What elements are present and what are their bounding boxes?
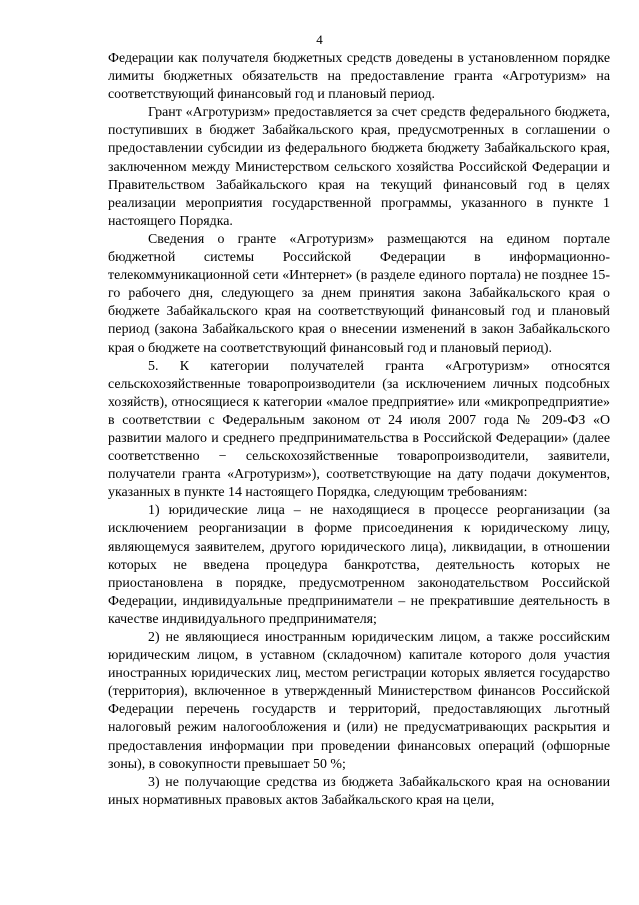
paragraph-grant-information-publication: Сведения о гранте «Агротуризм» размещаются на едином портале бюджетной системы Российской Федерации в информационно-телекоммуникационной сети «Интернет» (в разделе единого портала) не позднее 15-го рабочего дня, следующего за днем принятия закона Забайкальского края о бюджете Забайкальского края на соответствующий финансовый год и плановый период (закона Забайкальского края о внесении изменений в закон Забайкальского края о бюджете на соответствующий финансовый год и плановый период). <box>108 231 610 356</box>
paragraph-continuation: Федерации как получателя бюджетных средств доведены в установленном порядке лимиты бюджетных обязательств на предоставление гранта «Агротуризм» на соответствующий финансовый год и плановый период. <box>108 51 610 103</box>
paragraph-clause-5-recipient-category: 5. К категории получателей гранта «Агротуризм» относятся сельскохозяйственные товаропроизводители (за исключением личных подсобных хозяйств), относящиеся к категории «малое предприятие» или «микропредприятие» в соответствии с Федеральным законом от 24 июля 2007 года № 209-ФЗ «О развитии малого и среднего предпринимательства в Российской Федерации» (далее соответственно − сельскохозяйственные товаропроизводители, заявители, получатели гранта «Агротуризм»), соответствующие на дату подачи документов, указанных в пункте 14 настоящего Порядка, следующим требованиям: <box>108 358 610 501</box>
paragraph-requirement-3: 3) не получающие средства из бюджета Забайкальского края на основании иных нормативных правовых актов Забайкальского края на цели, <box>108 774 610 808</box>
paragraph-requirement-1: 1) юридические лица – не находящиеся в процессе реорганизации (за исключением реорганизации в форме присоединения к юридическому лицу, являющемуся заявителем, другого юридического лица), ликвидации, в отношении которых не введена процедура банкротства, деятельность которых не приостановлена в порядке, предусмотренном законодательством Российской Федерации, индивидуальные предприниматели – не прекратившие деятельность в качестве индивидуального предпринимателя; <box>108 503 610 627</box>
paragraph-grant-funding-source: Грант «Агротуризм» предоставляется за счет средств федерального бюджета, поступивших в бюджет Забайкальского края, предусмотренных в соглашении о предоставлении субсидии из федерального бюджета бюджету Забайкальского края, заключенном между Министерством сельского хозяйства Российской Федерации и Правительством Забайкальского края на текущий финансовый год в целях реализации мероприятия государственной программы, указанного в пункте 1 настоящего Порядка. <box>108 105 610 229</box>
document-body <box>108 50 610 810</box>
paragraph-requirement-2: 2) не являющиеся иностранным юридическим лицом, а также российским юридическим лицом, в уставном (складочном) капитале которого доля участия иностранных юридических лиц, местом регистрации которых является государство (территория), включенное в утвержденный Министерством финансов Российской Федерации перечень государств и территорий, предоставляющих льготный налоговый режим налогообложения и (или) не предусматривающих раскрытия и предоставления информации при проведении финансовых операций (офшорные зоны), в совокупности превышает 50 %; <box>108 630 610 772</box>
page-number: 4 <box>316 32 323 47</box>
